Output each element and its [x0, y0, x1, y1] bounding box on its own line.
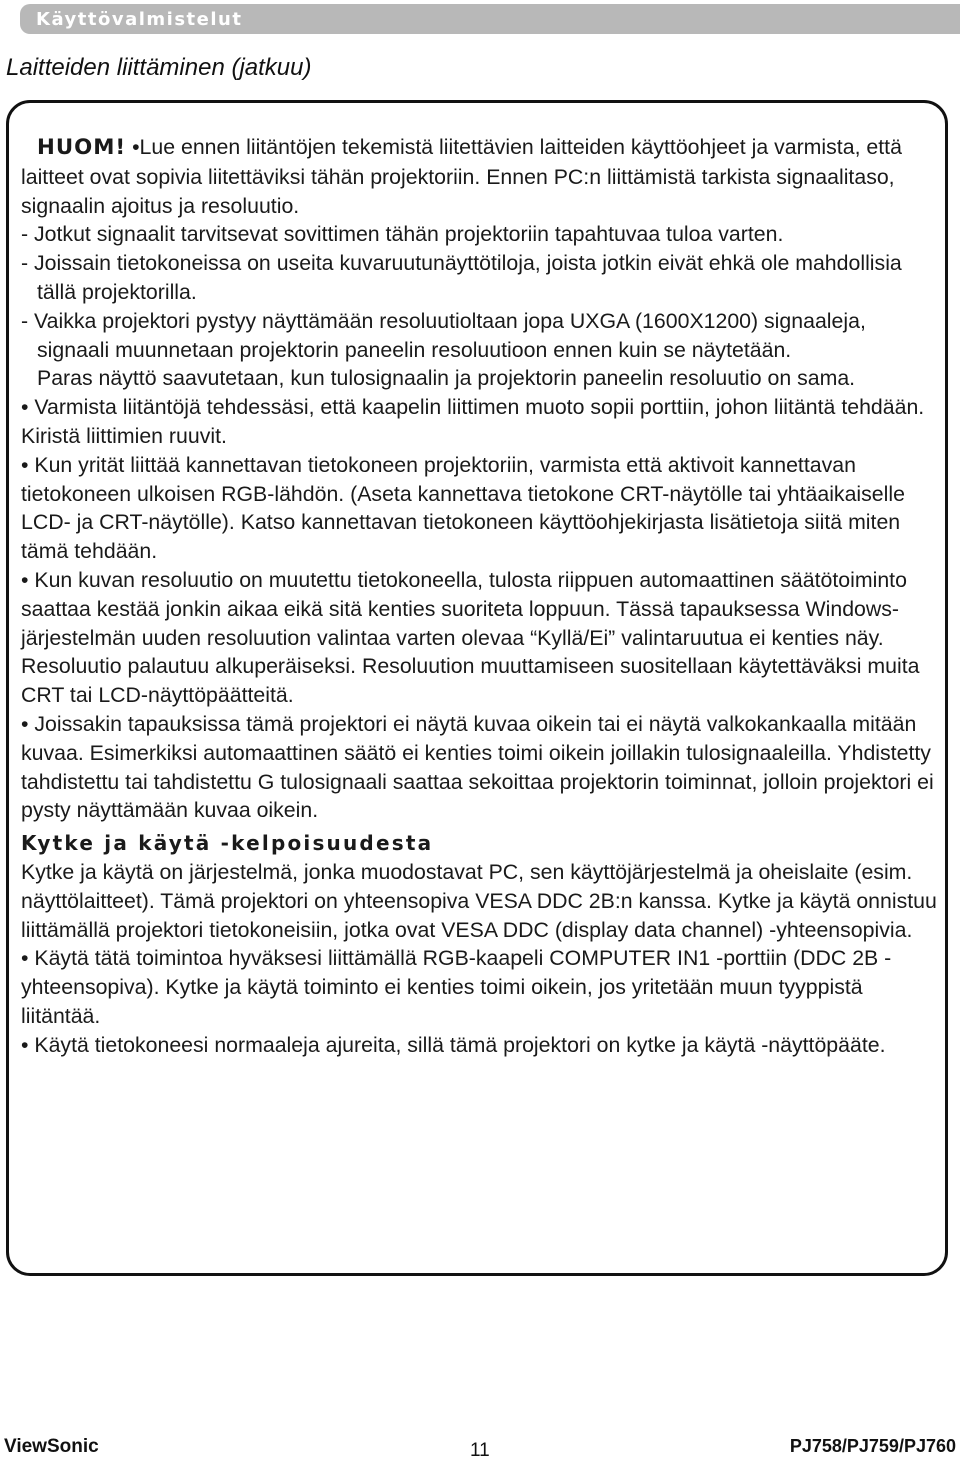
note-dash-3-continuation: Paras näyttö saavutetaan, kun tulosignaalin ja projektorin paneelin resoluutio on sama.	[37, 366, 856, 391]
footer-page-number: 11	[470, 1440, 490, 1461]
plugplay-bullet-1: • Käytä tätä toimintoa hyväksesi liittämällä RGB-kaapeli COMPUTER IN1 -porttiin (DDC 2B -yhteensopiva). Kytke ja käytä toiminto ei kenties toimi oikein, jos yritetään muun tyyppistä liitäntää.	[21, 946, 892, 1028]
footer-brand: ViewSonic	[4, 1436, 99, 1457]
plugplay-heading: Kytke ja käytä -kelpoisuudesta	[21, 831, 434, 856]
page-subtitle: Laitteiden liittäminen (jatkuu)	[6, 54, 312, 81]
note-dash-3: - Vaikka projektori pystyy näyttämään resoluutioltaan jopa UXGA (1600X1200) signaaleja, signaali muunnetaan projektorin paneelin resoluutioon ennen kuin se näytetään.	[21, 308, 866, 362]
section-title: Käyttövalmistelut	[36, 9, 243, 30]
plugplay-intro: Kytke ja käytä on järjestelmä, jonka muodostavat PC, sen käyttöjärjestelmä ja oheislaite (esim. näyttölaitteet). Tämä projektori on yhteensopiva VESA DDC 2B:n kanssa. Kytke ja käytä onnistuu liittämällä projektori tietokoneisiin, jotka ovat VESA DDC (display data channel) -yhteensopivia.	[21, 859, 937, 942]
note-label: HUOM!	[37, 135, 127, 160]
note-bullet-4: • Kun kuvan resoluutio on muutettu tietokoneella, tulosta riippuen automaattinen säätötoiminto saattaa kestää jonkin aikaa eikä sitä kenties suoriteta loppuun. Tässä tapauksessa Windows-järjestelmän uuden resoluution valintaa varten olevaa “Kyllä/Ei” valintaruutua ei kenties näy. Resoluutio palautuu alkuperäiseksi. Resoluution muuttamiseen suositellaan käytettäväksi muita CRT tai LCD-näyttöpäätteitä.	[21, 567, 920, 708]
note-bullet-3: • Kun yrität liittää kannettavan tietokoneen projektoriin, varmista että aktivoit kannettavan tietokoneen ulkoisen RGB-lähdön. (Aseta kannettava tietokone CRT-näytölle tai yhtäaikaiselle LCD- ja CRT-näytölle). Katso kannettavan tietokoneen käyttöohjekirjasta lisätietoja siitä miten tämä tehdään.	[21, 452, 905, 564]
note-dash-1: - Jotkut signaalit tarvitsevat sovittimen tähän projektoriin tapahtuvaa tuloa varten.	[21, 222, 784, 247]
note-bullet-1: •Lue ennen liitäntöjen tekemistä liitettävien laitteiden käyttöohjeet ja varmista, että laitteet ovat sopivia liitettäviksi tähän projektoriin. Ennen PC:n liittämistä tarkista signaalitaso, signaalin ajoitus ja resoluutio.	[21, 135, 902, 218]
plugplay-bullet-2: • Käytä tietokoneesi normaaleja ajureita, sillä tämä projektori on kytke ja käytä -näyttöpääte.	[21, 1032, 886, 1057]
note-box	[6, 100, 948, 1276]
note-bullet-2: • Varmista liitäntöjä tehdessäsi, että kaapelin liittimen muoto sopii porttiin, johon liitäntä tehdään. Kiristä liittimien ruuvit.	[21, 395, 925, 448]
note-content	[21, 133, 941, 1060]
footer-model: PJ758/PJ759/PJ760	[789, 1436, 956, 1456]
section-header-bar	[20, 4, 960, 34]
note-bullet-5: • Joissakin tapauksissa tämä projektori ei näytä kuvaa oikein tai ei näytä valkokankaalla mitään kuvaa. Esimerkiksi automaattinen säätö ei kenties toimi oikein joillakin tulosignaaleilla. Yhdistetty tahdistettu tai tahdistettu G tulosignaali saattaa sekoittaa projektorin toiminnat, jolloin projektori ei pysty näyttämään kuvaa oikein.	[21, 711, 934, 823]
note-intro	[21, 133, 941, 220]
note-dash-2: - Joissain tietokoneissa on useita kuvaruutunäyttötiloja, joista jotkin eivät ehkä ole mahdollisia tällä projektorilla.	[21, 251, 902, 304]
